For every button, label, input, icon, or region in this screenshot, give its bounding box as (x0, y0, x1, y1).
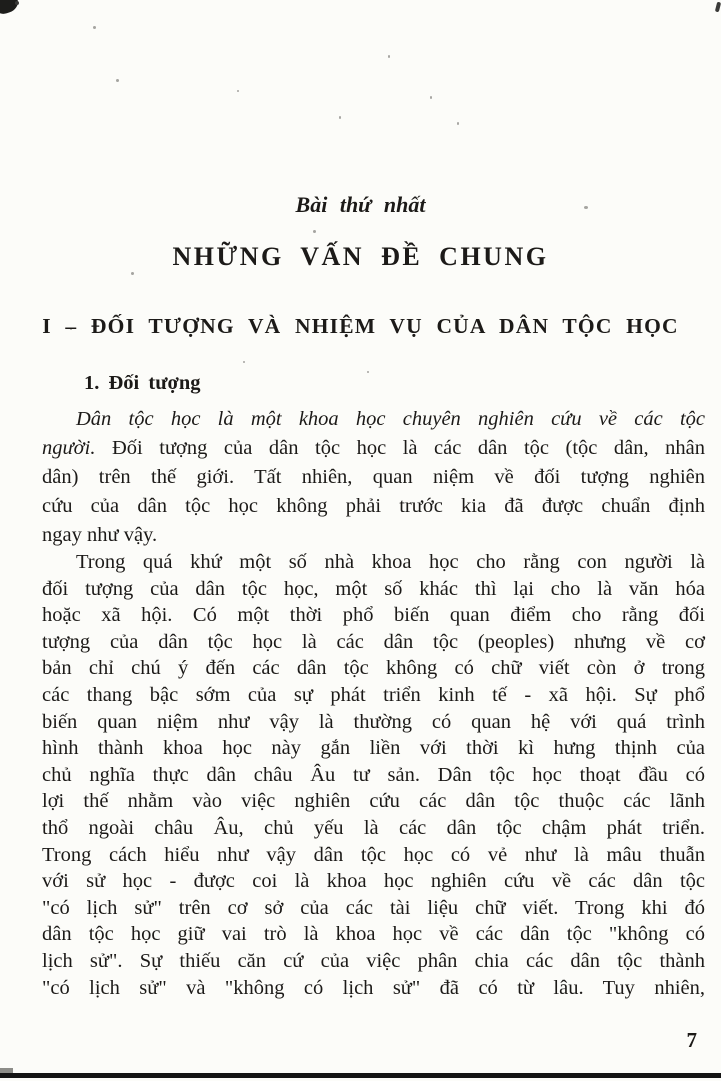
text-line: với sử học - được coi là khoa học nghiên cứu về các dân tộc (42, 870, 705, 893)
text-line: Trong cách hiểu như vậy dân tộc học có vẻ như là mâu thuẫn (42, 843, 705, 866)
paragraph (42, 405, 705, 550)
text-line: hình thành khoa học này gắn liền với thời kì hưng thịnh của (42, 737, 705, 760)
subsection-heading: 1. Đối tượng (84, 372, 201, 394)
text-line: tượng của dân tộc học là các dân tộc (peoples) nhưng về cơ (42, 630, 705, 653)
text-line: đối tượng của dân tộc học, một số khác thì lại cho là văn hóa (42, 577, 705, 600)
text-line: "có lịch sử" và "không có lịch sử" đã có từ lâu. Tuy nhiên, (42, 976, 705, 999)
text-line: lịch sử". Sự thiếu căn cứ của việc phân chia các dân tộc thành (42, 949, 705, 972)
section-heading: I – ĐỐI TƯỢNG VÀ NHIỆM VỤ CỦA DÂN TỘC HỌC (42, 314, 679, 338)
text-line: người. Đối tượng của dân tộc học là các dân tộc (tộc dân, nhân (42, 437, 705, 459)
text-line: chủ nghĩa thực dân châu Âu tư sản. Dân tộc học thoạt đầu có (42, 763, 705, 786)
text-line: lợi thế nhằm vào việc nghiên cứu các dân tộc thuộc các lãnh (42, 790, 705, 813)
text-line: hoặc xã hội. Có một thời phổ biến quan điểm cho rằng đối (42, 604, 705, 627)
page-bottom-scan-edge (0, 1073, 721, 1078)
paragraph (42, 549, 705, 1001)
text-line: dân tộc học giữ vai trò là khoa học về các dân tộc "không có (42, 923, 705, 946)
text-line: các thang bậc sớm của sự phát triển kinh tế - xã hội. Sự phổ (42, 683, 705, 706)
chapter-title: NHỮNG VẤN ĐỀ CHUNG (172, 242, 549, 271)
text-line: thổ ngoài châu Âu, chủ yếu là các dân tộc chậm phát triển. (42, 816, 705, 839)
scan-speck (15, 1, 19, 5)
text-line: ngay như vậy. (42, 524, 158, 546)
text-line: bản chỉ chú ý đến các dân tộc không có chữ viết còn ở trong (42, 657, 705, 680)
page-number: 7 (686, 1028, 697, 1052)
text-line: cứu của dân tộc học không phải trước kia đã được chuẩn định (42, 495, 705, 517)
text-line: biến quan niệm như vậy là thường có quan hệ với quá trình (42, 710, 705, 733)
text-line: dân) trên thế giới. Tất nhiên, quan niệm về đối tượng nghiên (42, 466, 705, 488)
text-line: Dân tộc học là một khoa học chuyên nghiên cứu về các tộc (76, 408, 705, 430)
scan-blemish-top-right (715, 2, 721, 13)
lesson-heading: Bài thứ nhất (295, 192, 426, 217)
text-line: "có lịch sử" trên cơ sở của các tài liệu chữ viết. Trong khi đó (42, 896, 705, 919)
text-line: Trong quá khứ một số nhà khoa học cho rằng con người là (76, 551, 705, 573)
page-body (42, 0, 705, 1081)
